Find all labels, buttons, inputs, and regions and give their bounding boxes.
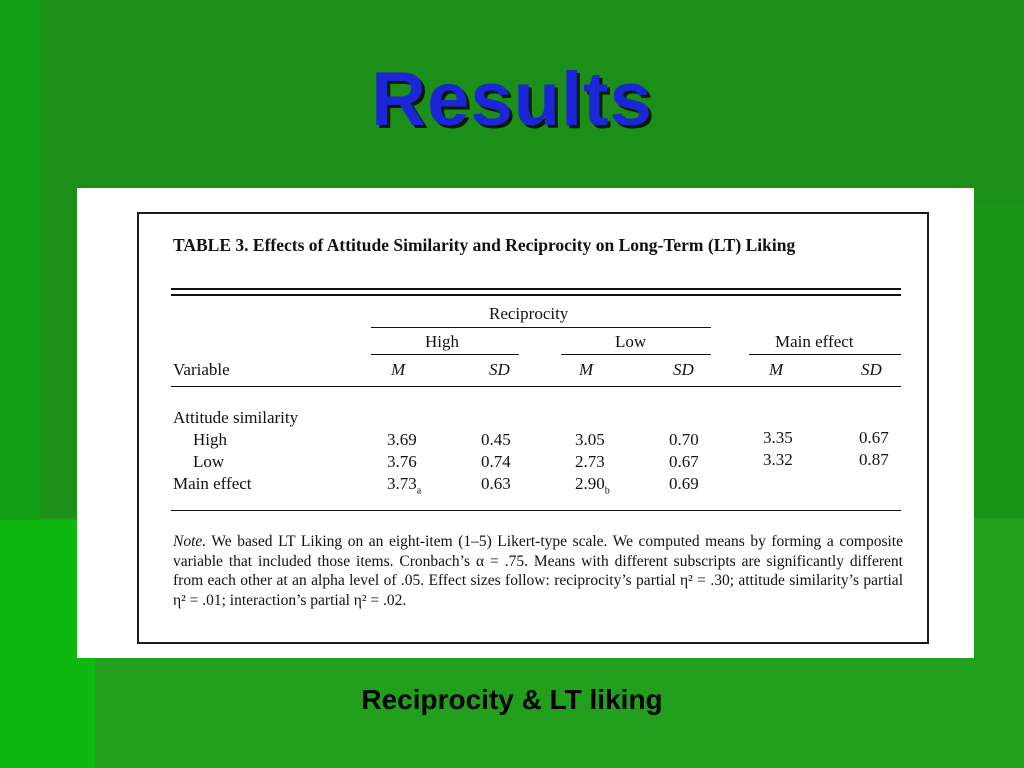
table-note [173,532,903,610]
table-cell: 0.67 [859,428,889,447]
low-rule [561,354,711,355]
table-cell-value: 3.73 [387,474,417,493]
variable-header: Variable [173,360,230,379]
subscript: b [604,485,610,497]
table-cell: 3.32 [763,450,793,469]
table-image-panel [77,188,974,658]
table-cell [575,474,610,501]
stat-header: M [391,360,406,379]
table-cell: 3.76 [387,452,417,471]
table-cell: 0.74 [481,452,511,471]
table-cell: 0.67 [669,452,699,471]
table-frame [137,212,929,644]
stat-header: M [769,360,784,379]
table-cell-value: 2.90 [575,474,605,493]
main-effect-rule [749,354,901,355]
table-bottom-rule [171,510,901,511]
high-col-header: High [425,332,459,351]
table-cell: 3.05 [575,430,605,449]
note-label: Note. [173,533,207,550]
table-cell: 3.35 [763,428,793,447]
stat-header: M [579,360,594,379]
table-cell: 3.69 [387,430,417,449]
main-effect-col-header: Main effect [775,332,854,351]
table-cell [387,474,421,501]
slide-caption: Reciprocity & LT liking [361,684,663,715]
stat-header: SD [489,360,510,379]
low-col-header: Low [615,332,647,351]
reciprocity-header: Reciprocity [489,304,569,323]
background-band-right [974,205,1024,515]
row-label: Low [193,452,225,471]
table-cell: 2.73 [575,452,605,471]
note-text: We based LT Liking on an eight-item (1–5) Likert-type scale. We computed means by forming a composite variable that included those items. Cronbach’s α = .75. Means with different subscripts are significantly different from each other at an alpha level of .05. Effect sizes follow: reciprocity’s partial η² = .30; attitude similarity’s partial η² = .01; interaction’s partial η² = .02. [173,533,903,609]
stat-header: SD [861,360,882,379]
subscript: a [416,485,422,497]
table-cell: 0.63 [481,474,511,493]
header-bottom-rule [171,386,901,387]
row-label: High [193,430,227,449]
table-cell: 0.87 [859,450,889,469]
reciprocity-rule [371,327,711,328]
table-cell: 0.45 [481,430,511,449]
slide-title: Results [371,57,653,142]
table-cell: 0.70 [669,430,699,449]
stat-header: SD [673,360,694,379]
high-rule [371,354,519,355]
row-label: Main effect [173,474,252,493]
table-cell: 0.69 [669,474,699,493]
table-title: TABLE 3. Effects of Attitude Similarity and Reciprocity on Long-Term (LT) Liking [173,235,796,255]
section-label: Attitude similarity [173,408,299,427]
top-rule-2 [171,294,901,296]
top-rule-1 [171,288,901,290]
